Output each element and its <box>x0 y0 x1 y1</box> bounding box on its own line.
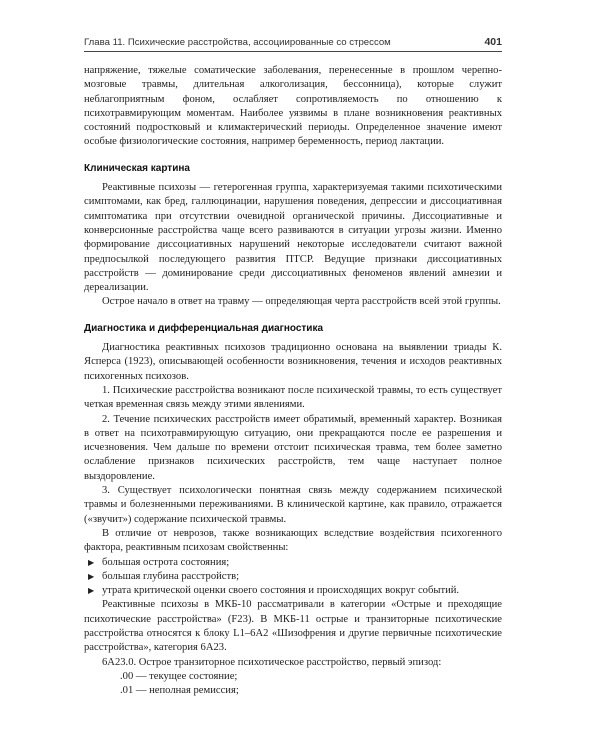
sub-code-line: .00 — текущее состояние; <box>120 670 238 682</box>
bullet-icon: ▶ <box>88 557 95 567</box>
chapter-title: Глава 11. Психические расстройства, ассоциированные со стрессом <box>84 37 391 48</box>
bullet-icon: ▶ <box>88 571 95 581</box>
section-heading-diagnostics: Диагностика и дифференциальная диагностика <box>84 322 324 334</box>
paragraph: Острое начало в ответ на травму — определяющая черта расстройств всей этой группы. <box>102 296 501 308</box>
section-heading-clinical-picture: Клиническая картина <box>84 162 190 174</box>
list-item: ▶ утрата критической оценки своего состояния и происходящих вокруг событий. <box>84 584 502 598</box>
paragraph: Реактивные психозы — гетерогенная группа, характеризуемая такими психотическими симптомами, как бред, галлюцинации, нарушения поведения, депрессии и диссоциативная симптоматика при отсутствии очевидной органической причины. Диссоциативные и конверсионные расстройства чаще всего развиваются в ситуации угрозы жизни. Именно формирование диссоциативных нарушений некоторые исследователи считают важной предпосылкой последующего развития ПТСР. Ведущие признаки диссоциативных расстройств — доминирование среди диссоциативных феноменов явлений амнезии и дереализации. <box>84 182 502 294</box>
numbered-paragraph-1: 1. Психические расстройства возникают после психической травмы, то есть существует четкая временная связь между этими явлениями. <box>84 384 502 411</box>
paragraph: Диагностика реактивных психозов традиционно основана на выявлении триады К. Ясперса (1923), описывающей особенности возникновения, течения и исходов реактивных психогенных психозов. <box>84 342 502 382</box>
intro-paragraph: напряжение, тяжелые соматические заболевания, перенесенные в прошлом черепно-мозговые травмы, длительная алкоголизация, бессонница), которые служит неблагоприятным фоном, ослабляет сопротивляемость по отношению к психотравмирующим моментам. Наиболее уязвимы в плане возникновения реактивных состояний подростковый и климактерический периоды. Определенное значение имеют особые физиологические состояния, например беременность, период лактации. <box>84 65 502 148</box>
numbered-paragraph-3: 3. Существует психологически понятная связь между содержанием психической травмы и болезненными переживаниями. В клинической картине, как правило, отражается («звучит») содержание психической травмы. <box>84 485 502 525</box>
list-item: ▶ большая глубина расстройств; <box>84 570 502 584</box>
numbered-paragraph-2: 2. Течение психических расстройств имеет обратимый, временный характер. Возникая в ответ на психотравмирующую ситуацию, они прекращаются после ее разрешения и исчезновения. Чем дальше по времени отстоит психическая травма, тем более заметно ослабление признаков психических расстройств, тем чаще наступает полное выздоровление. <box>84 413 502 482</box>
code-line: 6A23.0. Острое транзиторное психотическое расстройство, первый эпизод: <box>102 656 442 668</box>
bullet-list <box>84 556 502 599</box>
book-page <box>84 36 502 698</box>
code-list <box>84 656 502 699</box>
page-body <box>84 64 502 698</box>
list-item: ▶ большая острота состояния; <box>84 556 502 570</box>
running-head <box>84 36 502 52</box>
paragraph: Реактивные психозы в МКБ-10 рассматривали в категории «Острые и преходящие психотические расстройства» (F23). В МКБ-11 острые и транзиторные психотические расстройства относятся к блоку L1–6A2 «Шизофрения и другие первичные психотические расстройства», категория 6А23. <box>84 599 502 654</box>
bullet-icon: ▶ <box>88 586 95 596</box>
paragraph: В отличие от неврозов, также возникающих вследствие воздействия психогенного фактора, реактивным психозам свойственны: <box>84 527 502 554</box>
page-number: 401 <box>484 36 502 48</box>
sub-code-line: .01 — неполная ремиссия; <box>120 685 239 697</box>
